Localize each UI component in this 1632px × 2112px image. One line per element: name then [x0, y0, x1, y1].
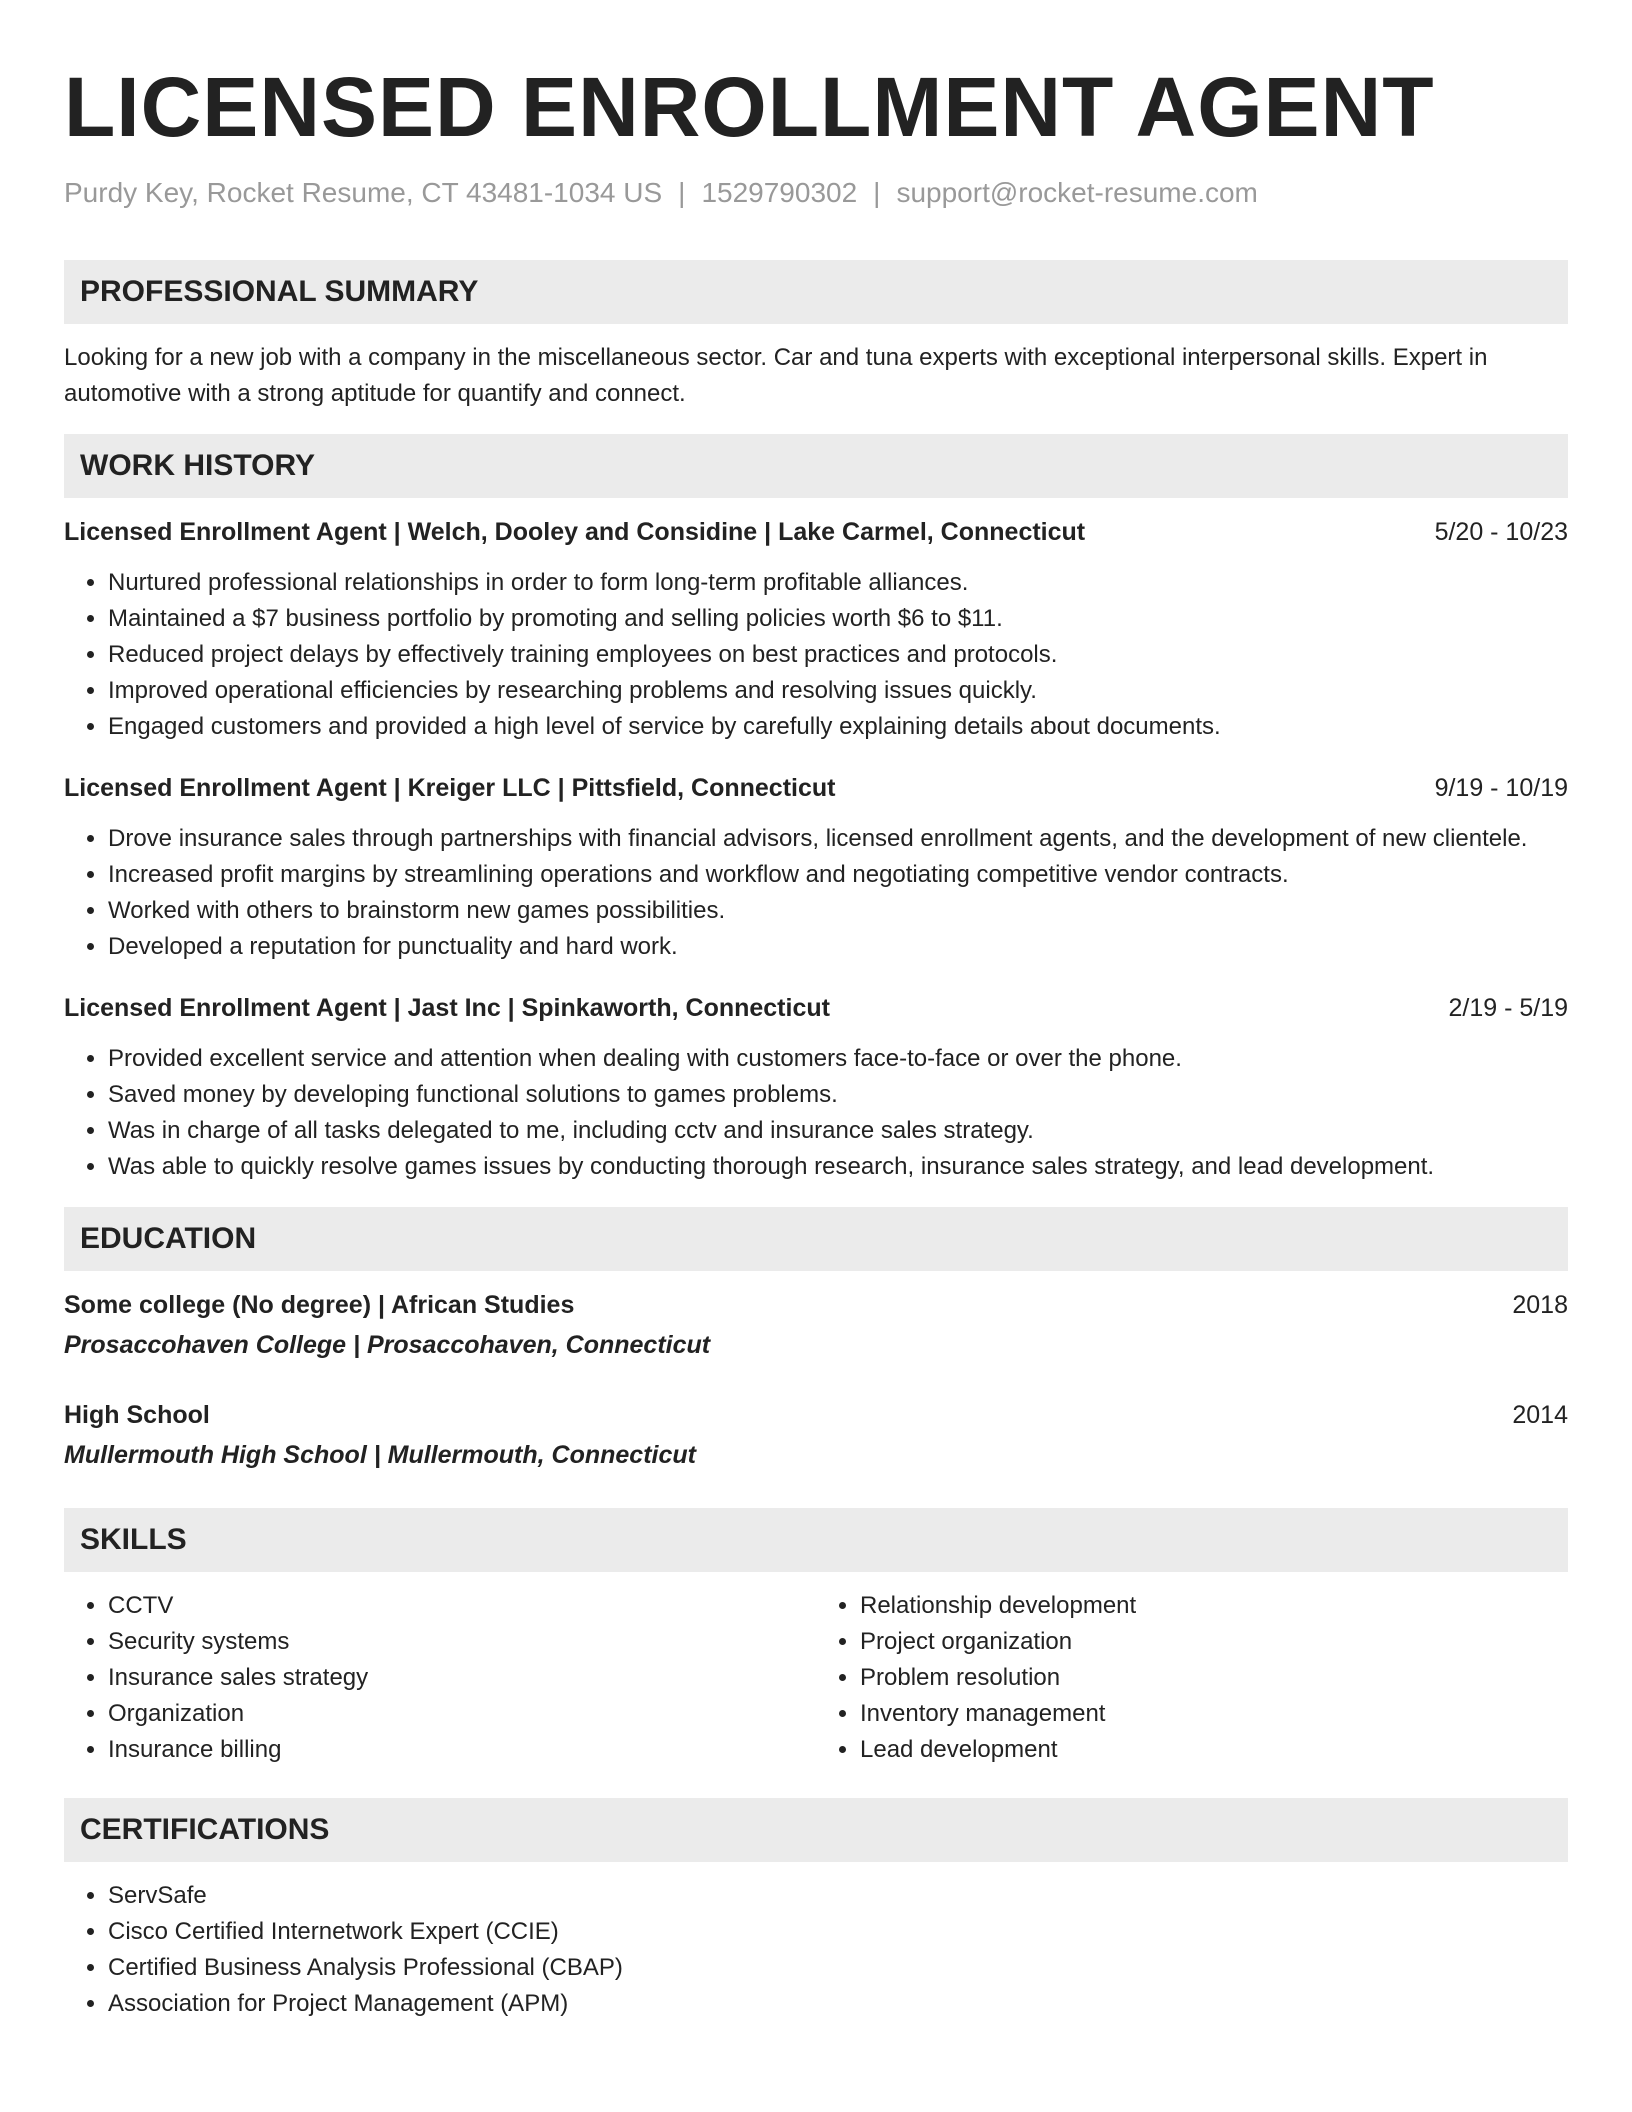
job-dates: 9/19 - 10/19	[1434, 774, 1568, 802]
skills-column-left	[64, 1588, 816, 1768]
job-dates: 5/20 - 10/23	[1434, 518, 1568, 546]
education-year: 2014	[1512, 1401, 1568, 1429]
education-entry	[64, 1288, 1568, 1362]
education-degree: Some college (No degree) | African Studies	[64, 1291, 575, 1319]
skills-list	[64, 1588, 1568, 1768]
list-item: • ServSafe	[108, 1878, 1568, 1914]
list-item: • Lead development	[860, 1732, 1568, 1768]
list-item: • Provided excellent service and attention when dealing with customers face-to-face or over the phone.	[108, 1041, 1568, 1077]
job-dates: 2/19 - 5/19	[1448, 994, 1568, 1022]
list-item: • Insurance sales strategy	[108, 1660, 816, 1696]
education-year: 2018	[1512, 1291, 1568, 1319]
list-item: • Organization	[108, 1696, 816, 1732]
education-entry	[64, 1398, 1568, 1472]
list-item: • Engaged customers and provided a high level of service by carefully explaining details about documents.	[108, 709, 1568, 745]
skills-section-header	[64, 1508, 1568, 1572]
work-heading: WORK HISTORY	[80, 449, 316, 482]
list-item: • Was in charge of all tasks delegated to me, including cctv and insurance sales strategy.	[108, 1113, 1568, 1149]
contact-address: Purdy Key, Rocket Resume, CT 43481-1034 US	[64, 177, 663, 208]
skills-column-right	[816, 1588, 1568, 1768]
page-title: LICENSED ENROLLMENT AGENT	[64, 60, 1435, 154]
summary-heading: PROFESSIONAL SUMMARY	[80, 275, 479, 308]
job-header	[64, 991, 1568, 1025]
list-item: • Maintained a $7 business portfolio by promoting and selling policies worth $6 to $11.	[108, 601, 1568, 637]
education-degree: High School	[64, 1401, 210, 1429]
education-school: Mullermouth High School | Mullermouth, Connecticut	[64, 1441, 696, 1469]
summary-text: Looking for a new job with a company in the miscellaneous sector. Car and tuna experts with exceptional interpersonal skills. Expert in automotive with a strong aptitude for quantify and connect.	[64, 344, 1488, 407]
education-heading: EDUCATION	[80, 1222, 257, 1255]
list-item: • Insurance billing	[108, 1732, 816, 1768]
job-entry	[64, 515, 1568, 745]
list-item: • Problem resolution	[860, 1660, 1568, 1696]
list-item: • Drove insurance sales through partnerships with financial advisors, licensed enrollment agents, and the development of new clientele.	[108, 821, 1568, 857]
list-item: • Worked with others to brainstorm new games possibilities.	[108, 893, 1568, 929]
education-school: Prosaccohaven College | Prosaccohaven, Connecticut	[64, 1331, 711, 1359]
job-bullets	[64, 1041, 1568, 1185]
certifications-list	[64, 1878, 1568, 2022]
certifications-section-header	[64, 1798, 1568, 1862]
skills-heading: SKILLS	[80, 1523, 187, 1556]
list-item: • Association for Project Management (APM)	[108, 1986, 1568, 2022]
list-item: • Reduced project delays by effectively training employees on best practices and protocols.	[108, 637, 1568, 673]
list-item: • Security systems	[108, 1624, 816, 1660]
summary-section-header	[64, 260, 1568, 324]
job-title: Licensed Enrollment Agent | Kreiger LLC | Pittsfield, Connecticut	[64, 774, 836, 802]
contact-separator: |	[678, 177, 686, 208]
job-entry	[64, 771, 1568, 965]
list-item: • Saved money by developing functional solutions to games problems.	[108, 1077, 1568, 1113]
contact-separator: |	[873, 177, 881, 208]
list-item: • Nurtured professional relationships in order to form long-term profitable alliances.	[108, 565, 1568, 601]
contact-line	[64, 176, 1568, 210]
list-item: • Increased profit margins by streamlining operations and workflow and negotiating competitive vendor contracts.	[108, 857, 1568, 893]
list-item: • Was able to quickly resolve games issues by conducting thorough research, insurance sales strategy, and lead development.	[108, 1149, 1568, 1185]
list-item: • Project organization	[860, 1624, 1568, 1660]
job-bullets	[64, 821, 1568, 965]
list-item: • Cisco Certified Internetwork Expert (CCIE)	[108, 1914, 1568, 1950]
education-header	[64, 1288, 1568, 1322]
job-bullets	[64, 565, 1568, 745]
job-title: Licensed Enrollment Agent | Welch, Dooley and Considine | Lake Carmel, Connecticut	[64, 518, 1086, 546]
list-item: • Developed a reputation for punctuality and hard work.	[108, 929, 1568, 965]
contact-email: support@rocket-resume.com	[896, 177, 1258, 208]
job-title: Licensed Enrollment Agent | Jast Inc | Spinkaworth, Connecticut	[64, 994, 830, 1022]
job-header	[64, 771, 1568, 805]
education-section-header	[64, 1207, 1568, 1271]
certifications-heading: CERTIFICATIONS	[80, 1813, 330, 1846]
job-header	[64, 515, 1568, 549]
contact-phone: 1529790302	[701, 177, 858, 208]
education-header	[64, 1398, 1568, 1432]
work-section-header	[64, 434, 1568, 498]
job-entry	[64, 991, 1568, 1185]
list-item: • Certified Business Analysis Professional (CBAP)	[108, 1950, 1568, 1986]
list-item: • CCTV	[108, 1588, 816, 1624]
list-item: • Inventory management	[860, 1696, 1568, 1732]
list-item: • Improved operational efficiencies by researching problems and resolving issues quickly.	[108, 673, 1568, 709]
list-item: • Relationship development	[860, 1588, 1568, 1624]
